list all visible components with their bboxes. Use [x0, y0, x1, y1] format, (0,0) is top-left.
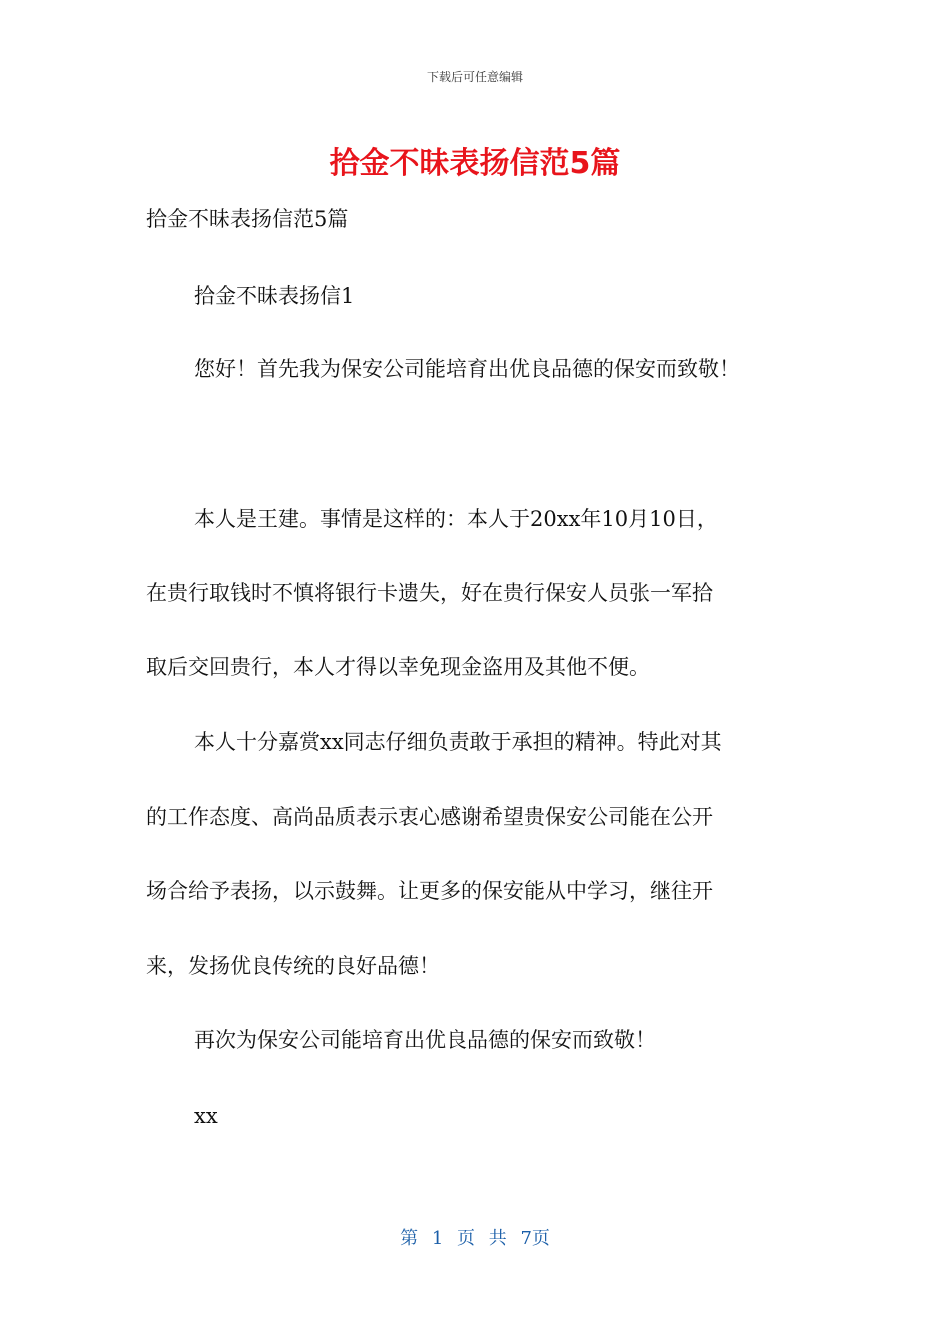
doc-subtitle-line: 拾金不昧表扬信范5篇 [146, 207, 349, 231]
greeting-paragraph: 您好！首先我为保安公司能培育出优良品德的保安而致敬！ [194, 357, 740, 381]
body-paragraph-2-line-2: 的工作态度、高尚品质表示衷心感谢希望贵保安公司能在公开 [146, 805, 713, 829]
document-title: 拾金不昧表扬信范5篇 [329, 146, 621, 181]
body-paragraph-1-line-1: 本人是王建。事情是这样的：本人于20xx年10月10日， [194, 507, 718, 531]
letter-heading: 拾金不昧表扬信1 [194, 284, 355, 308]
body-paragraph-1-line-3: 取后交回贵行，本人才得以幸免现金盗用及其他不便。 [146, 655, 650, 679]
header-note: 下载后可任意编辑 [426, 70, 523, 84]
footer-page-unit: 页 [457, 1228, 475, 1249]
signature: xx [194, 1104, 218, 1128]
footer-total-pages: 7页 [520, 1228, 550, 1249]
body-paragraph-1-line-2: 在贵行取钱时不慎将银行卡遗失，好在贵行保安人员张一军拾 [146, 581, 713, 605]
closing-paragraph: 再次为保安公司能培育出优良品德的保安而致敬！ [194, 1028, 656, 1052]
body-paragraph-2-line-3: 场合给予表扬，以示鼓舞。让更多的保安能从中学习，继往开 [146, 879, 713, 903]
body-paragraph-2-line-4: 来，发扬优良传统的良好品德！ [146, 954, 440, 978]
page-footer [0, 1226, 950, 1252]
footer-page-label: 第 [400, 1228, 419, 1249]
footer-total-label: 共 [488, 1228, 507, 1249]
body-paragraph-2-line-1: 本人十分嘉赏xx同志仔细负责敢于承担的精神。特此对其 [194, 730, 722, 754]
footer-page-number: 1 [431, 1228, 444, 1249]
